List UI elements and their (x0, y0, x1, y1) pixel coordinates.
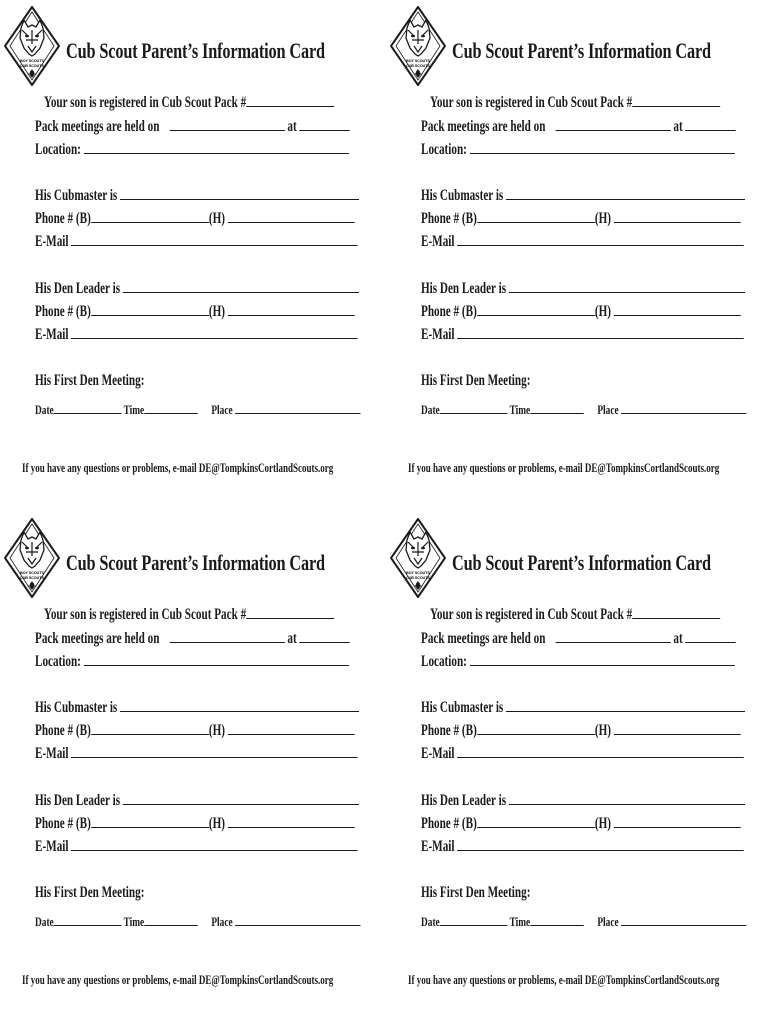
place-label: Place (597, 402, 619, 417)
card-footer: If you have any questions or problems, e-mail DE@TompkinsCortlandScouts.org (408, 973, 720, 987)
first-meeting-heading: His First Den Meeting: (421, 884, 531, 901)
cubmaster-email-row (35, 233, 358, 251)
card-footer: If you have any questions or problems, e-mail DE@TompkinsCortlandScouts.org (22, 973, 334, 987)
denleader-email-row (35, 326, 358, 344)
pack-meetings-at-label: at (287, 630, 297, 647)
denleader-phone-h-field[interactable] (614, 314, 741, 316)
denleader-row (421, 280, 745, 298)
card-title: Cub Scout Parent’s Information Card (66, 550, 325, 575)
logo-text-bottom: CUB SCOUTS (20, 576, 44, 580)
location-field[interactable] (470, 152, 735, 154)
cubmaster-phone-b-field[interactable] (477, 221, 595, 223)
pack-meetings-row (421, 630, 736, 648)
pack-number-row (44, 94, 334, 112)
pack-number-row (430, 606, 720, 624)
cubmaster-email-field[interactable] (71, 244, 358, 246)
pack-meetings-day-field[interactable] (555, 641, 670, 643)
pack-number-row (44, 606, 334, 624)
denleader-row (35, 280, 359, 298)
cubmaster-phone-row (421, 210, 741, 228)
pack-meetings-at-label: at (673, 118, 683, 135)
email-label: E-Mail (35, 838, 69, 855)
denleader-field[interactable] (123, 291, 359, 293)
cubmaster-phone-h-field[interactable] (614, 221, 741, 223)
pack-meetings-row (421, 118, 736, 136)
denleader-phone-b-field[interactable] (477, 826, 595, 828)
denleader-field[interactable] (509, 291, 745, 293)
date-label: Date (35, 402, 54, 417)
pack-meetings-at-label: at (673, 630, 683, 647)
email-label: E-Mail (421, 233, 455, 250)
pack-meetings-time-field[interactable] (299, 129, 349, 131)
logo-text-top: BOY SCOUTS (406, 571, 430, 575)
place-field[interactable] (235, 412, 360, 414)
date-field[interactable] (54, 412, 122, 414)
pack-meetings-day-field[interactable] (169, 129, 284, 131)
pack-meetings-label: Pack meetings are held on (35, 118, 160, 135)
cubmaster-phone-h-field[interactable] (228, 733, 355, 735)
first-meeting-row (35, 914, 360, 930)
denleader-label: His Den Leader is (421, 792, 507, 809)
pack-meetings-time-field[interactable] (685, 129, 735, 131)
pack-number-label: Your son is registered in Cub Scout Pack # (430, 606, 633, 623)
card-footer: If you have any questions or problems, e-mail DE@TompkinsCortlandScouts.org (408, 461, 720, 475)
time-label: Time (123, 402, 145, 417)
info-card (386, 512, 766, 1012)
info-card (0, 0, 380, 500)
pack-meetings-time-field[interactable] (685, 641, 735, 643)
cub-scout-wolf-logo (4, 6, 60, 86)
place-field[interactable] (621, 924, 746, 926)
cubmaster-field[interactable] (506, 198, 745, 200)
phone-b-label: Phone # (B) (35, 722, 91, 739)
first-meeting-row (421, 914, 746, 930)
phone-h-label: (H) (208, 210, 226, 227)
denleader-phone-row (421, 815, 741, 833)
location-label: Location: (35, 141, 81, 158)
email-label: E-Mail (35, 233, 69, 250)
cubmaster-phone-row (421, 722, 741, 740)
date-label: Date (35, 914, 54, 929)
pack-number-field[interactable] (632, 105, 720, 107)
pack-meetings-time-field[interactable] (299, 641, 349, 643)
email-label: E-Mail (421, 745, 455, 762)
cubmaster-field[interactable] (506, 710, 745, 712)
phone-h-label: (H) (208, 303, 226, 320)
location-label: Location: (35, 653, 81, 670)
card-title: Cub Scout Parent’s Information Card (66, 38, 325, 63)
time-field[interactable] (144, 412, 197, 414)
location-row (421, 653, 735, 671)
phone-b-label: Phone # (B) (421, 210, 477, 227)
phone-b-label: Phone # (B) (421, 303, 477, 320)
date-field[interactable] (440, 924, 508, 926)
denleader-field[interactable] (123, 803, 359, 805)
cubmaster-phone-b-field[interactable] (91, 733, 209, 735)
date-label: Date (421, 402, 440, 417)
pack-meetings-row (35, 118, 350, 136)
denleader-phone-h-field[interactable] (614, 826, 741, 828)
location-label: Location: (421, 141, 467, 158)
logo-text-top: BOY SCOUTS (20, 571, 44, 575)
first-meeting-heading: His First Den Meeting: (421, 372, 531, 389)
phone-b-label: Phone # (B) (421, 722, 477, 739)
cubmaster-phone-h-field[interactable] (228, 221, 355, 223)
place-label: Place (597, 914, 619, 929)
logo-text-bottom: CUB SCOUTS (20, 64, 44, 68)
denleader-email-field[interactable] (457, 337, 744, 339)
logo-text-top: BOY SCOUTS (406, 59, 430, 63)
cubmaster-email-row (421, 233, 744, 251)
time-field[interactable] (144, 924, 197, 926)
time-field[interactable] (530, 412, 583, 414)
cubmaster-field[interactable] (120, 710, 359, 712)
denleader-phone-b-field[interactable] (91, 826, 209, 828)
cub-scout-wolf-logo (4, 518, 60, 598)
card-footer: If you have any questions or problems, e-mail DE@TompkinsCortlandScouts.org (22, 461, 334, 475)
denleader-email-row (421, 838, 744, 856)
cubmaster-email-field[interactable] (71, 756, 358, 758)
denleader-email-field[interactable] (71, 337, 358, 339)
cubmaster-row (421, 699, 745, 717)
logo-text-top: BOY SCOUTS (20, 59, 44, 63)
first-meeting-heading: His First Den Meeting: (35, 372, 145, 389)
card-title: Cub Scout Parent’s Information Card (452, 38, 711, 63)
denleader-phone-row (35, 815, 355, 833)
cubmaster-row (35, 699, 359, 717)
place-field[interactable] (621, 412, 746, 414)
card-title: Cub Scout Parent’s Information Card (452, 550, 711, 575)
email-label: E-Mail (421, 838, 455, 855)
denleader-email-field[interactable] (457, 849, 744, 851)
pack-number-field[interactable] (632, 617, 720, 619)
denleader-phone-b-field[interactable] (477, 314, 595, 316)
cubmaster-phone-h-field[interactable] (614, 733, 741, 735)
phone-b-label: Phone # (B) (421, 815, 477, 832)
first-meeting-row (421, 402, 746, 418)
denleader-label: His Den Leader is (35, 792, 121, 809)
location-label: Location: (421, 653, 467, 670)
pack-meetings-day-field[interactable] (169, 641, 284, 643)
time-label: Time (509, 402, 531, 417)
info-card (0, 512, 380, 1012)
denleader-phone-h-field[interactable] (228, 826, 355, 828)
denleader-phone-h-field[interactable] (228, 314, 355, 316)
phone-h-label: (H) (208, 815, 226, 832)
phone-h-label: (H) (594, 815, 612, 832)
pack-number-field[interactable] (246, 105, 334, 107)
info-card (386, 0, 766, 500)
logo-text-bottom: CUB SCOUTS (406, 576, 430, 580)
cubmaster-email-row (421, 745, 744, 763)
cubmaster-row (421, 187, 745, 205)
pack-number-row (430, 94, 720, 112)
cubmaster-phone-b-field[interactable] (91, 221, 209, 223)
pack-meetings-at-label: at (287, 118, 297, 135)
email-label: E-Mail (421, 326, 455, 343)
cubmaster-field[interactable] (120, 198, 359, 200)
logo-text-bottom: CUB SCOUTS (406, 64, 430, 68)
cubmaster-phone-row (35, 722, 355, 740)
cubmaster-row (35, 187, 359, 205)
time-label: Time (509, 914, 531, 929)
place-label: Place (211, 402, 233, 417)
cub-scout-wolf-logo (390, 518, 446, 598)
location-field[interactable] (470, 664, 735, 666)
cubmaster-label: His Cubmaster is (421, 699, 504, 716)
location-field[interactable] (84, 152, 349, 154)
denleader-email-row (421, 326, 744, 344)
phone-b-label: Phone # (B) (35, 210, 91, 227)
email-label: E-Mail (35, 326, 69, 343)
pack-number-label: Your son is registered in Cub Scout Pack # (44, 606, 247, 623)
cub-scout-wolf-logo (390, 6, 446, 86)
phone-h-label: (H) (594, 303, 612, 320)
pack-meetings-label: Pack meetings are held on (421, 630, 546, 647)
denleader-label: His Den Leader is (421, 280, 507, 297)
email-label: E-Mail (35, 745, 69, 762)
cubmaster-label: His Cubmaster is (421, 187, 504, 204)
cubmaster-label: His Cubmaster is (35, 699, 118, 716)
cubmaster-email-row (35, 745, 358, 763)
date-label: Date (421, 914, 440, 929)
date-field[interactable] (440, 412, 508, 414)
denleader-email-field[interactable] (71, 849, 358, 851)
cubmaster-email-field[interactable] (457, 244, 744, 246)
location-row (421, 141, 735, 159)
denleader-row (421, 792, 745, 810)
cubmaster-phone-b-field[interactable] (477, 733, 595, 735)
pack-meetings-label: Pack meetings are held on (421, 118, 546, 135)
pack-number-label: Your son is registered in Cub Scout Pack # (44, 94, 247, 111)
phone-h-label: (H) (594, 210, 612, 227)
denleader-label: His Den Leader is (35, 280, 121, 297)
phone-b-label: Phone # (B) (35, 815, 91, 832)
cubmaster-label: His Cubmaster is (35, 187, 118, 204)
denleader-row (35, 792, 359, 810)
denleader-field[interactable] (509, 803, 745, 805)
denleader-phone-row (421, 303, 741, 321)
cubmaster-phone-row (35, 210, 355, 228)
location-field[interactable] (84, 664, 349, 666)
cubmaster-email-field[interactable] (457, 756, 744, 758)
pack-meetings-label: Pack meetings are held on (35, 630, 160, 647)
denleader-email-row (35, 838, 358, 856)
location-row (35, 141, 349, 159)
phone-b-label: Phone # (B) (35, 303, 91, 320)
first-meeting-heading: His First Den Meeting: (35, 884, 145, 901)
pack-meetings-day-field[interactable] (555, 129, 670, 131)
date-field[interactable] (54, 924, 122, 926)
phone-h-label: (H) (594, 722, 612, 739)
pack-meetings-row (35, 630, 350, 648)
denleader-phone-b-field[interactable] (91, 314, 209, 316)
pack-number-label: Your son is registered in Cub Scout Pack # (430, 94, 633, 111)
location-row (35, 653, 349, 671)
time-label: Time (123, 914, 145, 929)
denleader-phone-row (35, 303, 355, 321)
place-label: Place (211, 914, 233, 929)
first-meeting-row (35, 402, 360, 418)
pack-number-field[interactable] (246, 617, 334, 619)
time-field[interactable] (530, 924, 583, 926)
place-field[interactable] (235, 924, 360, 926)
phone-h-label: (H) (208, 722, 226, 739)
